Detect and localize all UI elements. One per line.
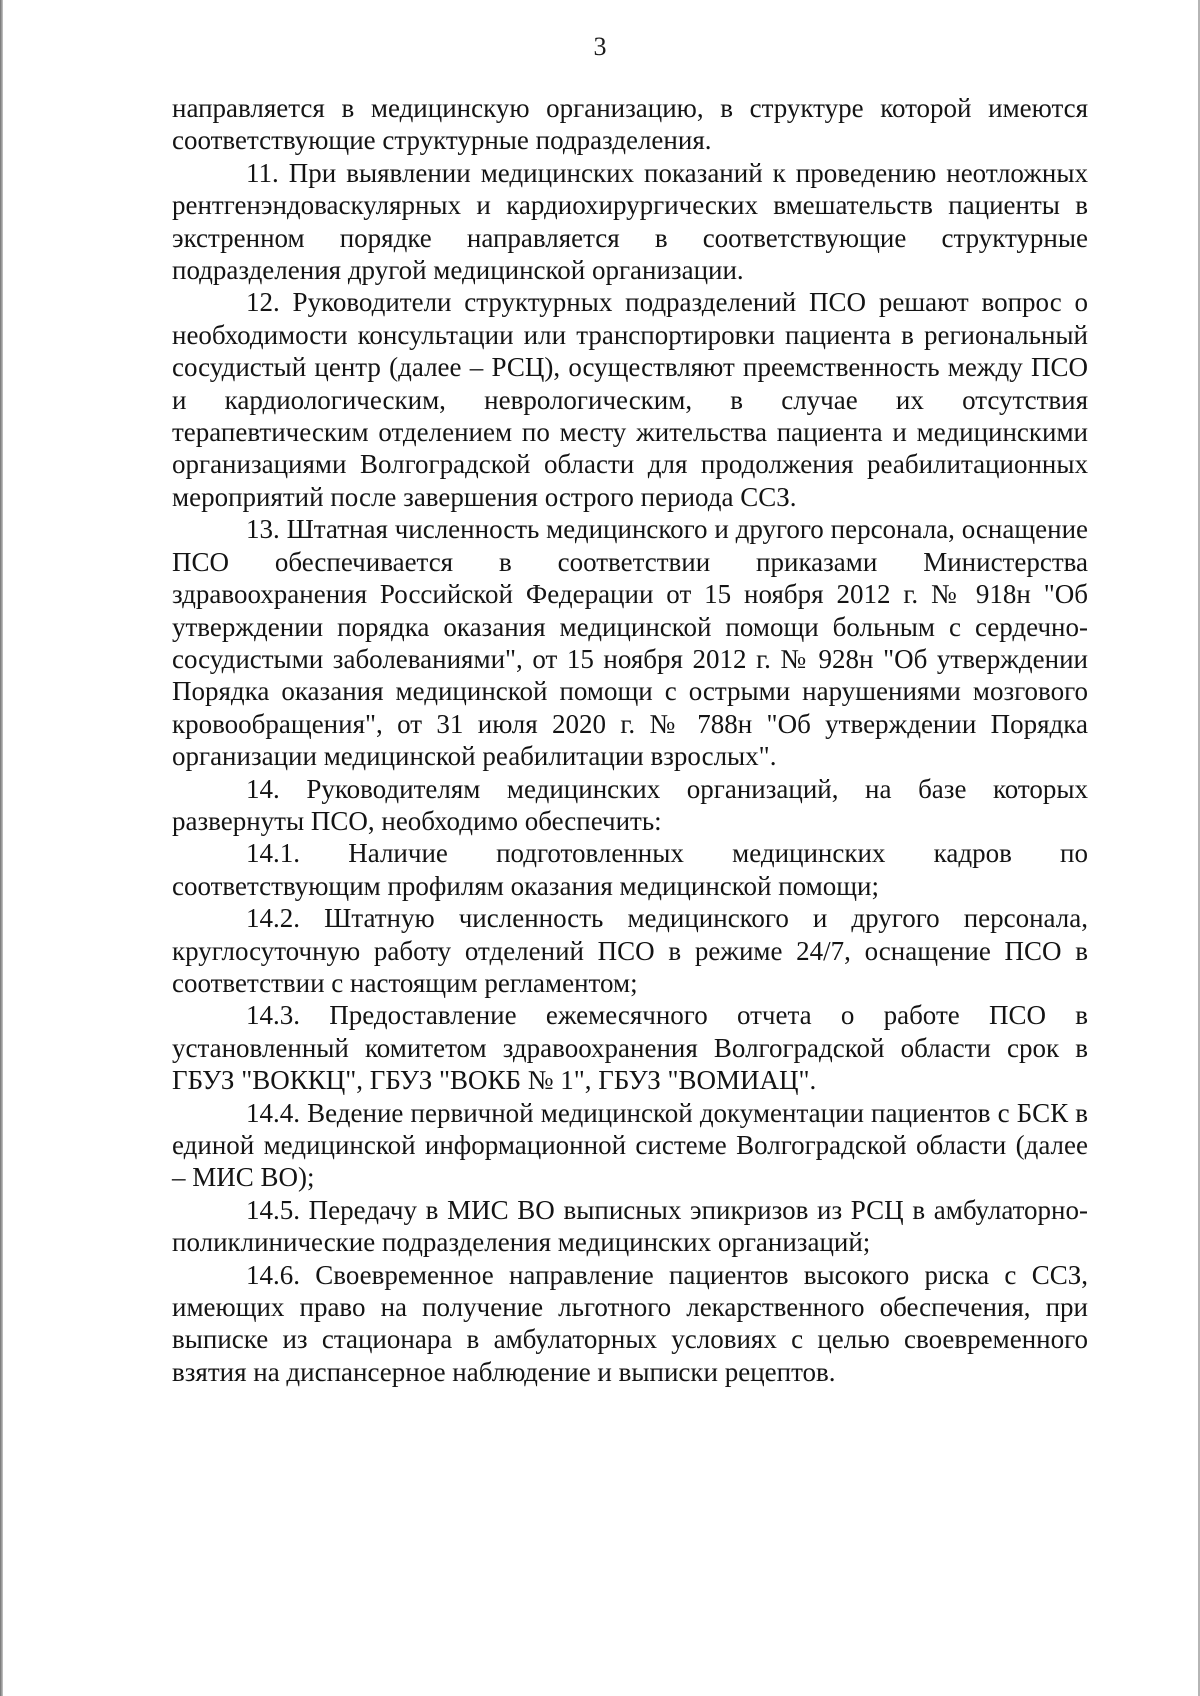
paragraph-item-12: 12. Руководители структурных подразделений ПСО решают вопрос о необходимости консультации или транспортировки пациента в региональный сосудистый центр (далее – РСЦ), осуществляют преемственность между ПСО и кардиологическим, неврологическим, в случае их отсутствия терапевтическим отделением по месту жительства пациента и медицинскими организациями Волгоградской области для продолжения реабилитационных мероприятий после завершения острого периода ССЗ. <box>172 287 1088 512</box>
paragraph-item-14-1: 14.1. Наличие подготовленных медицинских кадров по соответствующим профилям оказания медицинской помощи; <box>172 838 1088 901</box>
paragraph-item-14-4: 14.4. Ведение первичной медицинской документации пациентов с БСК в единой медицинской информационной системе Волгоградской области (далее – МИС ВО); <box>172 1097 1088 1193</box>
paragraph-continuation: направляется в медицинскую организацию, в структуре которой имеются соответствующие структурные подразделения. <box>172 93 1088 156</box>
paragraph-item-14-5: 14.5. Передачу в МИС ВО выписных эпикризов из РСЦ в амбулаторно-поликлинические подразделения медицинских организаций; <box>172 1194 1088 1258</box>
page-number: 3 <box>593 32 607 61</box>
paragraph-item-14-3: 14.3. Предоставление ежемесячного отчета о работе ПСО в установленный комитетом здравоохранения Волгоградской области срок в ГБУЗ "ВОККЦ", ГБУЗ "ВОКБ № 1", ГБУЗ "ВОМИАЦ". <box>172 1000 1088 1096</box>
document-body <box>172 92 1088 1388</box>
paragraph-item-14-6: 14.6. Своевременное направление пациентов высокого риска с ССЗ, имеющих право на получение льготного лекарственного обеспечения, при выписке из стационара в амбулаторных условиях с целью своевременного взятия на диспансерное наблюдение и выписки рецептов. <box>172 1259 1088 1387</box>
paragraph-item-14: 14. Руководителям медицинских организаций, на базе которых развернуты ПСО, необходимо обеспечить: <box>172 773 1088 836</box>
paragraph-item-11: 11. При выявлении медицинских показаний к проведению неотложных рентгенэндоваскулярных и кардиохирургических вмешательств пациенты в экстренном порядке направляется в соответствующие структурные подразделения другой медицинской организации. <box>172 157 1088 286</box>
paragraph-item-13: 13. Штатная численность медицинского и другого персонала, оснащение ПСО обеспечивается в соответствии приказами Министерства здравоохранения Российской Федерации от 15 ноября 2012 г. № 918н "Об утверждении порядка оказания медицинской помощи больным с сердечно-сосудистыми заболеваниями", от 15 ноября 2012 г. № 928н "Об утверждении Порядка оказания медицинской помощи с острыми нарушениями мозгового кровообращения", от 31 июля 2020 г. № 788н "Об утверждении Порядка организации медицинской реабилитации взрослых". <box>172 514 1088 772</box>
paragraph-item-14-2: 14.2. Штатную численность медицинского и другого персонала, круглосуточную работу отделений ПСО в режиме 24/7, оснащение ПСО в соответствии с настоящим регламентом; <box>172 903 1088 998</box>
scan-edge-left <box>0 0 3 1696</box>
